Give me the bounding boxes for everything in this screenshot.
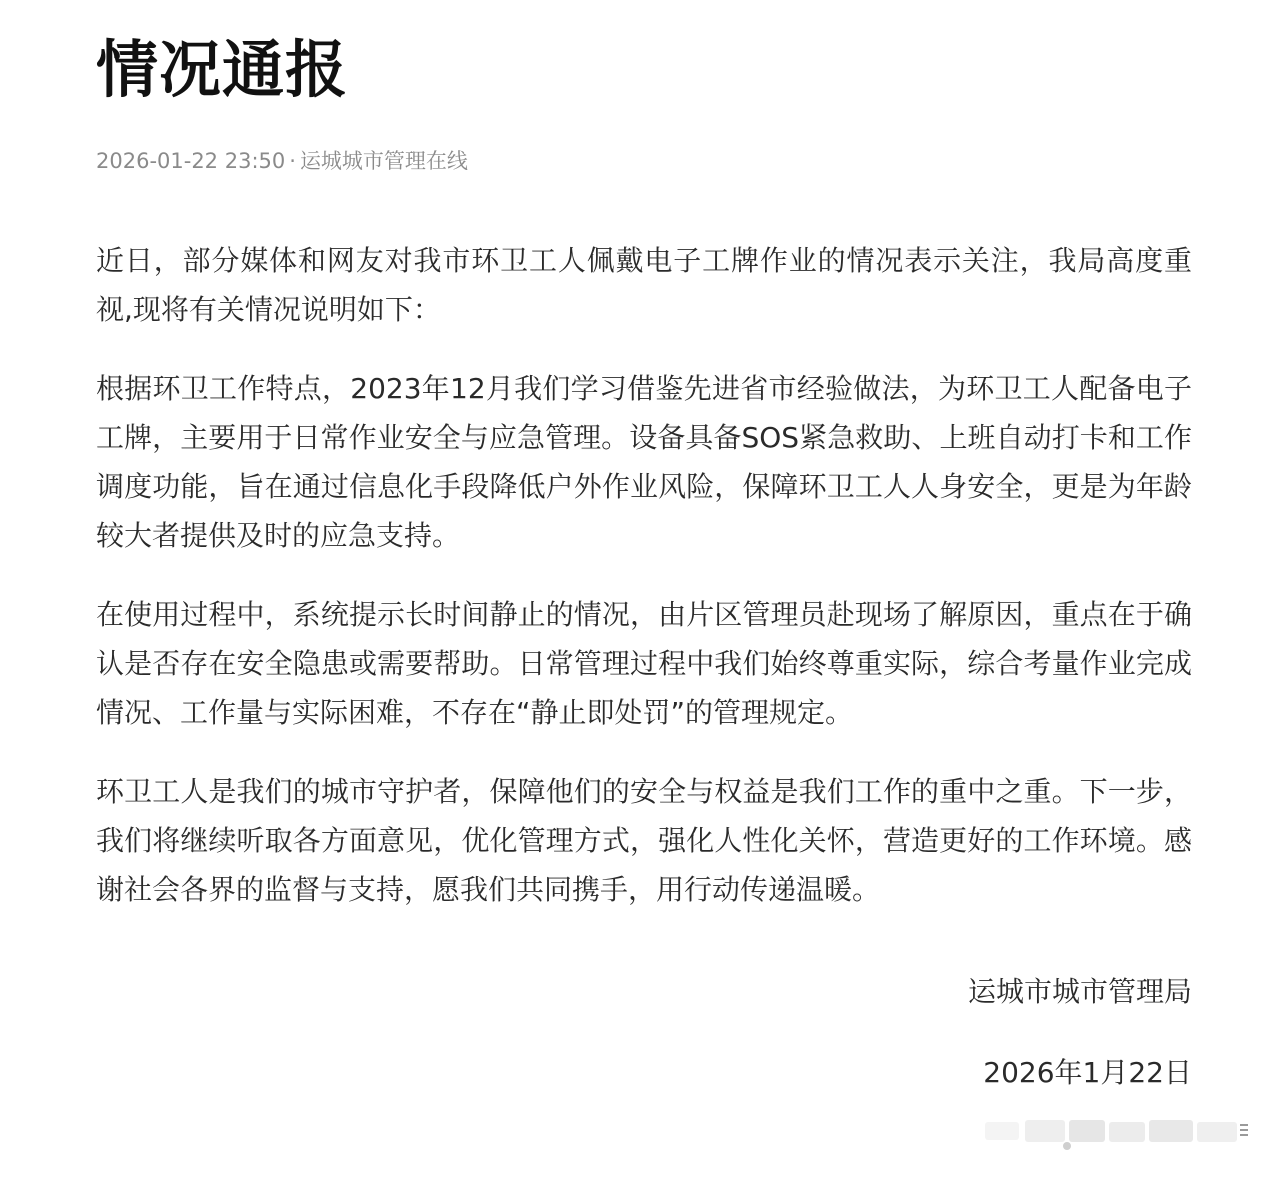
article bbox=[96, 0, 1192, 944]
signature-organization: 运城市城市管理局 bbox=[967, 975, 1192, 1008]
paragraph-usage: 在使用过程中，系统提示长时间静止的情况，由片区管理员赴现场了解原因，重点在于确认是否存在安全隐患或需要帮助。日常管理过程中我们始终尊重实际，综合考量作业完成情况、工作量与实际困难，不存在“静止即处罚”的管理规定。 bbox=[96, 598, 1192, 729]
paragraph-background: 根据环卫工作特点，2023年12月我们学习借鉴先进省市经验做法，为环卫工人配备电子工牌，主要用于日常作业安全与应急管理。设备具备SOS紧急救助、上班自动打卡和工作调度功能，旨在通过信息化手段降低户外作业风险，保障环卫工人人身安全，更是为年龄较大者提供及时的应急支持。 bbox=[96, 372, 1192, 552]
paragraph-intro: 近日，部分媒体和网友对我市环卫工人佩戴电子工牌作业的情况表示关注，我局高度重视,现将有关情况说明如下： bbox=[96, 244, 1192, 326]
watermark-logo bbox=[985, 1112, 1253, 1152]
publish-datetime: 2026-01-22 23:50 bbox=[96, 149, 286, 173]
article-body bbox=[96, 236, 1192, 914]
signature-date: 2026年1月22日 bbox=[983, 1056, 1192, 1089]
meta-separator: · bbox=[289, 149, 296, 173]
article-meta bbox=[96, 146, 1192, 176]
paragraph-closing: 环卫工人是我们的城市守护者，保障他们的安全与权益是我们工作的重中之重。下一步，我们将继续听取各方面意见，优化管理方式，强化人性化关怀，营造更好的工作环境。感谢社会各界的监督与支持，愿我们共同携手，用行动传递温暖。 bbox=[96, 775, 1192, 906]
source-name[interactable]: 运城城市管理在线 bbox=[299, 149, 468, 173]
page-title: 情况通报 bbox=[96, 33, 349, 106]
